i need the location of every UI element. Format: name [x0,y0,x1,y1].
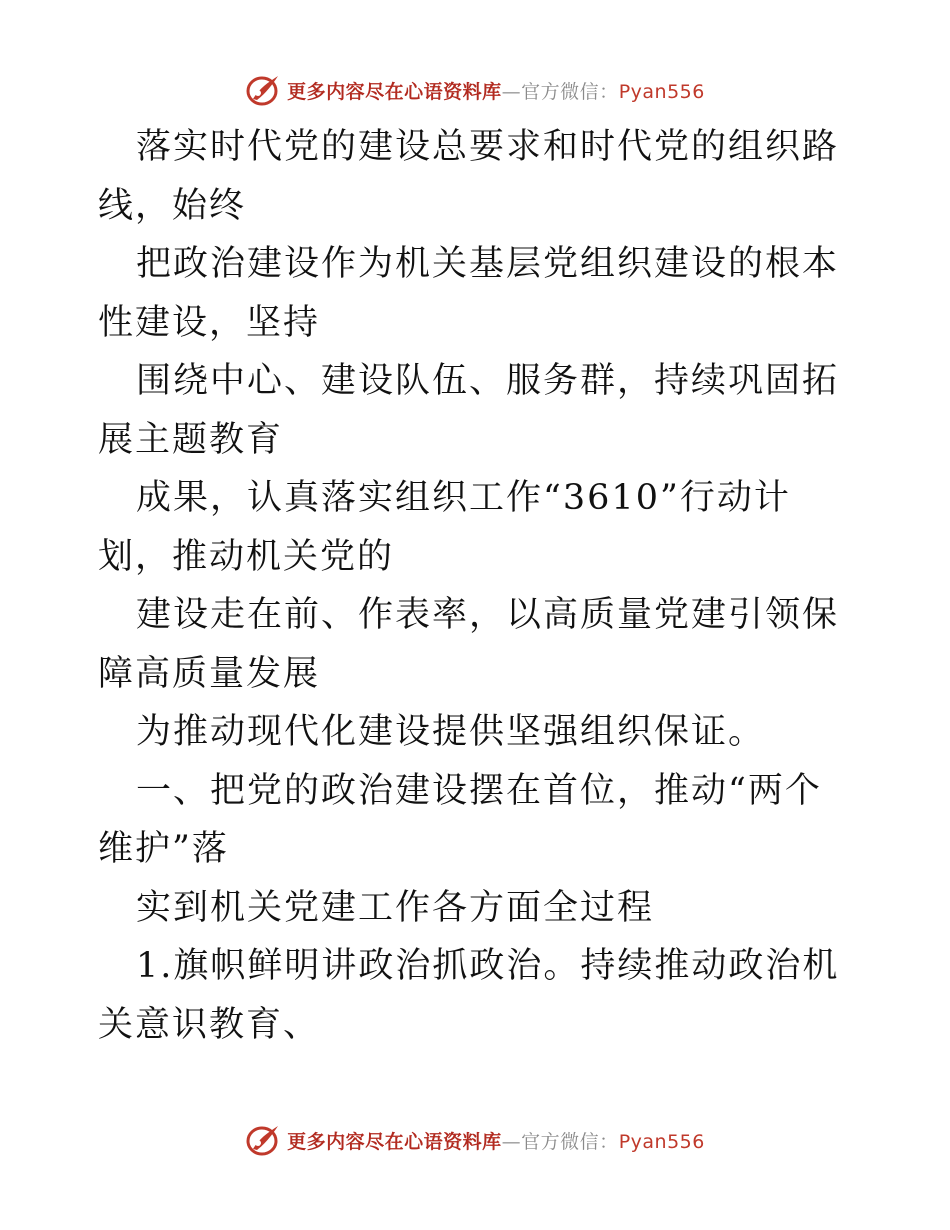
footer-handle: Pyan556 [618,1130,705,1153]
paragraph: 围绕中心、建设队伍、服务群，持续巩固拓展主题教育 [98,361,840,460]
header-brand: 更多内容尽在心语资料库 [287,80,502,103]
footer-banner-text [287,1127,705,1154]
header-handle: Pyan556 [618,80,705,103]
footer-label: 官方微信： [521,1130,619,1153]
paragraph: 落实时代党的建设总要求和时代党的组织路线，始终 [98,127,840,226]
paragraph: 把政治建设作为机关基层党组织建设的根本性建设，坚持 [98,244,840,343]
paragraph: 建设走在前、作表率，以高质量党建引领保障高质量发展 [98,595,840,694]
section-heading-continued: 实到机关党建工作各方面全过程 [136,887,655,928]
brush-quill-logo-icon [245,1123,281,1157]
header-label: 官方微信： [521,80,619,103]
header-banner-text [287,77,705,104]
header-banner [0,70,950,110]
footer-brand: 更多内容尽在心语资料库 [287,1130,502,1153]
section-heading: 一、把党的政治建设摆在首位，推动“两个维护”落 [98,770,822,869]
header-dash: — [501,80,522,103]
document-body [98,118,858,1054]
paragraph: 1.旗帜鲜明讲政治抓政治。持续推动政治机关意识教育、 [98,946,840,1045]
brush-quill-logo-icon [245,73,281,107]
paragraph: 成果，认真落实组织工作“3610”行动计划，推动机关党的 [98,478,791,577]
footer-banner [0,1120,950,1160]
paragraph: 为推动现代化建设提供坚强组织保证。 [136,712,766,752]
footer-dash: — [501,1130,522,1153]
